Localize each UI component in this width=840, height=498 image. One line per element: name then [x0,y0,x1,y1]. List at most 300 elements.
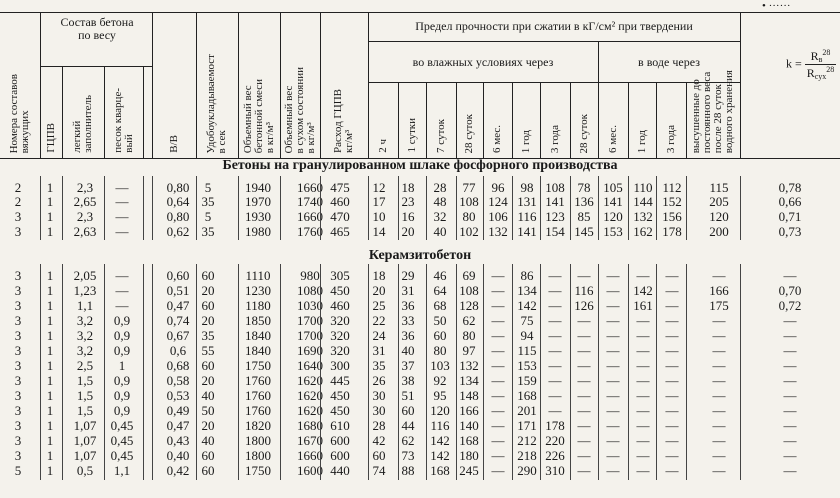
table-cell: 171 [517,418,537,433]
table-cell: — [491,463,505,478]
table-cell: 2,05 [73,268,97,283]
table-cell: 1740 [297,194,323,209]
table-cell: 20 [201,418,215,433]
body-column-rule [628,264,629,480]
table-cell: — [115,194,129,209]
table-cell: 20 [401,224,415,239]
k-fraction [805,48,836,81]
table-cell: 1180 [245,298,271,313]
table-cell: 142 [633,283,653,298]
table-cell: 1620 [297,373,323,388]
table-cell: — [491,268,505,283]
table-cell: 460 [330,194,350,209]
body-column-rule [368,264,369,480]
table-cell: — [712,433,726,448]
table-cell: 62 [462,313,476,328]
table-cell: 33 [401,313,415,328]
table-cell: 2 [14,194,22,209]
k-den-sup: 28 [826,65,835,74]
body-column-rule [656,264,657,480]
table-cell: 460 [330,298,350,313]
table-cell: — [712,448,726,463]
table-cell: 1620 [297,403,323,418]
table-cell: 226 [545,448,565,463]
table-cell: 290 [517,463,537,478]
table-cell: 0,9 [113,388,131,403]
table-cell: — [712,358,726,373]
body-column-rule [512,264,513,480]
table-cell: — [665,448,679,463]
table-cell: 31 [372,343,386,358]
table-cell: 1,07 [73,448,97,463]
table-cell: — [115,268,129,283]
header-cell-sand [104,70,143,157]
table-cell: 20 [201,283,215,298]
table-cell: 30 [372,403,386,418]
table-cell: — [548,358,562,373]
table-cell: — [783,433,797,448]
table-cell: — [783,268,797,283]
column-label-light: легкий заполнитель [71,95,94,153]
table-cell: 148 [459,388,479,403]
table-cell: 3 [14,313,22,328]
table-cell: 116 [574,283,594,298]
table-cell: 20 [201,373,215,388]
table-cell: 98 [520,180,534,195]
body-column-rule [238,176,239,240]
table-cell: 28 [372,418,386,433]
table-cell: 35 [372,358,386,373]
table-cell: 3 [14,328,22,343]
table-cell: 2,63 [73,224,97,239]
table-cell: 106 [488,209,508,224]
body-column-rule [512,176,513,240]
table-cell: 23 [401,194,415,209]
table-cell: 1030 [297,298,323,313]
table-cell: 126 [574,298,594,313]
table-cell: 0,9 [113,313,131,328]
table-cell: — [783,448,797,463]
table-cell: 1760 [297,224,323,239]
table-cell: 75 [520,313,534,328]
k-denominator [805,65,836,81]
table-cell: 29 [401,268,415,283]
table-cell: 141 [545,194,565,209]
table-cell: 0,80 [166,209,190,224]
table-cell: — [636,343,650,358]
table-cell: — [606,298,620,313]
table-cell: 48 [433,194,447,209]
body-column-rule [238,264,239,480]
k-formula [786,48,836,81]
table-cell: — [783,313,797,328]
table-cell: 1 [46,328,54,343]
table-cell: 450 [330,388,350,403]
table-cell: 131 [517,194,537,209]
table-cell: 300 [330,358,350,373]
table-cell: 2 [14,180,22,195]
table-cell: 305 [330,268,350,283]
table-cell: 3 [14,298,22,313]
table-cell: 1750 [245,358,271,373]
table-cell: — [712,268,726,283]
table-cell: 140 [459,418,479,433]
table-cell: 178 [662,224,682,239]
body-column-rule [62,264,63,480]
table-cell: 35 [201,328,215,343]
table-cell: 20 [372,283,386,298]
table-cell: — [115,298,129,313]
table-cell: 0,45 [110,448,134,463]
table-cell: 80 [462,328,476,343]
table-cell: 980 [300,268,320,283]
table-cell: — [577,388,591,403]
table-cell: 134 [517,283,537,298]
table-cell: — [577,448,591,463]
table-cell: 1 [46,373,54,388]
table-cell: 35 [201,224,215,239]
table-cell: 0,40 [166,448,190,463]
table-cell: 37 [401,358,415,373]
table-cell: 1 [46,343,54,358]
k-numerator [805,48,836,65]
body-column-rule [483,264,484,480]
table-cell: 5 [204,180,212,195]
table-cell: 1 [46,268,54,283]
table-cell: 55 [201,343,215,358]
header-cell-vol_mix [238,20,280,157]
table-cell: 86 [520,268,534,283]
body-column-rule [280,176,281,240]
table-cell: — [606,463,620,478]
table-cell: 152 [662,194,682,209]
table-cell: 73 [401,448,415,463]
table-cell: 5 [204,209,212,224]
table-cell: 120 [430,403,450,418]
table-cell: — [636,418,650,433]
table-cell: 132 [488,224,508,239]
table-cell: 1620 [297,388,323,403]
table-cell: 1,5 [76,403,94,418]
table-cell: 1660 [297,180,323,195]
body-column-rule [143,264,144,480]
table-cell: — [577,403,591,418]
table-cell: 116 [430,418,450,433]
table-cell: 108 [459,283,479,298]
table-cell: 1700 [297,313,323,328]
table-cell: — [548,403,562,418]
table-cell: 1,23 [73,283,97,298]
header-cell-wy3 [656,90,686,157]
table-cell: 0,58 [166,373,190,388]
table-cell: 77 [462,180,476,195]
humid-divider [368,82,740,83]
column-label-gcpv_part: ГЦПВ [44,123,57,153]
table-cell: 36 [401,328,415,343]
header-cell-m6 [483,90,512,157]
section-title-phosphorus-slag: Бетоны на гранулированном шлаке фосфорного производства [222,158,618,173]
table-cell: 1,07 [73,433,97,448]
table-cell: 0,6 [169,343,187,358]
table-cell: 0,66 [778,194,802,209]
table-cell: 450 [330,403,350,418]
body-column-rule [426,264,427,480]
table-cell: 201 [517,403,537,418]
table-cell: 10 [372,209,386,224]
table-cell: — [548,268,562,283]
table-cell: 162 [633,224,653,239]
body-column-rule [152,176,153,240]
body-column-rule [598,176,599,240]
table-cell: 110 [633,180,653,195]
table-cell: 74 [372,463,386,478]
table-cell: 0,45 [110,433,134,448]
table-cell: 141 [603,194,623,209]
table-cell: — [577,463,591,478]
table-cell: 26 [372,373,386,388]
table-cell: — [636,268,650,283]
table-cell: 92 [433,373,447,388]
table-cell: — [606,343,620,358]
body-column-rule [398,176,399,240]
table-cell: 1700 [297,328,323,343]
table-cell: 1,1 [76,298,94,313]
table-cell: 1800 [245,448,271,463]
table-cell: 1 [46,209,54,224]
table-cell: 218 [517,448,537,463]
table-cell: — [712,403,726,418]
table-cell: 108 [545,180,565,195]
table-cell: — [606,328,620,343]
table-cell: — [491,403,505,418]
table-cell: — [783,343,797,358]
column-label-wm6: 6 мес. [606,125,619,153]
table-cell: 153 [603,224,623,239]
table-cell: 220 [545,433,565,448]
table-cell: 142 [430,448,450,463]
table-cell: 1 [46,403,54,418]
table-cell: — [606,358,620,373]
table-cell: — [665,373,679,388]
table-cell: — [491,373,505,388]
column-label-y3: 3 года [548,124,561,153]
column-label-d1: 1 сутки [405,118,418,153]
table-cell: — [665,463,679,478]
table-cell: 1690 [297,343,323,358]
table-cell: 25 [372,298,386,313]
table-cell: — [712,373,726,388]
table-cell: 178 [545,418,565,433]
table-cell: 475 [330,180,350,195]
table-cell: — [783,373,797,388]
table-cell: — [665,388,679,403]
table-cell: 0,73 [778,224,802,239]
table-cell: 3,2 [76,328,94,343]
header-cell-y1 [512,90,540,157]
column-label-h2: 2 ч [376,139,389,153]
table-cell: — [783,418,797,433]
table-cell: 108 [459,194,479,209]
body-column-rule [196,176,197,240]
table-cell: 159 [517,373,537,388]
header-top-rule [0,12,840,13]
table-cell: — [665,268,679,283]
table-cell: 60 [372,448,386,463]
table-cell: 0,62 [166,224,190,239]
table-cell: 1110 [245,268,271,283]
table-cell: 3 [14,343,22,358]
header-cell-consumption [320,20,368,157]
table-cell: 3 [14,433,22,448]
table-cell: 0,53 [166,388,190,403]
header-cell-wc [152,20,196,157]
table-cell: — [606,388,620,403]
table-cell: — [491,433,505,448]
body-column-rule [320,176,321,240]
table-cell: — [115,283,129,298]
header-cell-n [0,20,40,157]
table-cell: — [548,298,562,313]
table-cell: 115 [517,343,537,358]
table-cell: 0,9 [113,403,131,418]
table-cell: 0,70 [778,283,802,298]
table-cell: 465 [330,224,350,239]
table-cell: — [577,313,591,328]
table-cell: — [548,373,562,388]
table-cell: 1750 [245,463,271,478]
table-cell: — [548,343,562,358]
column-label-d28: 28 суток [463,113,475,153]
column-label-dried: высушенные до постоянного веса после 28 суток водного хранения [690,69,735,153]
table-cell: 0,45 [110,418,134,433]
table-cell: 2,65 [73,194,97,209]
column-label-sand: песок кварце- вый [111,88,135,153]
table-cell: — [491,343,505,358]
table-cell: 69 [462,268,476,283]
table-cell: 0,47 [166,418,190,433]
table-cell: 85 [577,209,591,224]
table-cell: 310 [545,463,565,478]
table-cell: 0,78 [778,180,802,195]
header-column-rule [740,12,741,158]
table-cell: 180 [459,448,479,463]
table-cell: — [115,180,129,195]
table-cell: 36 [401,298,415,313]
table-cell: — [636,313,650,328]
table-cell: — [636,433,650,448]
table-cell: 1 [118,358,126,373]
table-cell: — [712,313,726,328]
table-cell: — [491,358,505,373]
table-cell: 600 [330,433,350,448]
table-cell: 136 [574,194,594,209]
table-cell: 205 [709,194,729,209]
table-cell: 60 [401,403,415,418]
table-cell: — [548,313,562,328]
table-cell: 1,1 [113,463,131,478]
table-cell: 1 [46,283,54,298]
table-cell: 168 [430,463,450,478]
table-cell: — [548,388,562,403]
table-cell: 105 [603,180,623,195]
column-label-wy3: 3 года [664,124,677,153]
table-cell: 50 [433,313,447,328]
table-cell: 132 [459,358,479,373]
table-cell: 1080 [297,283,323,298]
table-cell: 3 [14,418,22,433]
table-cell: — [577,433,591,448]
table-cell: 112 [662,180,682,195]
table-cell: 35 [201,194,215,209]
header-cell-wm6 [598,90,628,157]
table-cell: 0,64 [166,194,190,209]
table-cell: 154 [545,224,565,239]
column-label-vol_dry: Объемный вес в сухом состоянии в кг/м³ [282,66,317,153]
body-column-rule [740,176,741,240]
body-column-rule [656,176,657,240]
table-cell: 1820 [245,418,271,433]
table-cell: 115 [709,180,729,195]
table-cell: — [636,388,650,403]
body-column-rule [570,264,571,480]
table-cell: 60 [201,298,215,313]
table-cell: 1970 [245,194,271,209]
table-cell: — [115,224,129,239]
table-cell: 1600 [297,463,323,478]
table-cell: — [783,463,797,478]
header-cell-light [62,70,104,157]
header-cell-dried [686,20,740,157]
table-cell: 166 [459,403,479,418]
body-column-rule [196,264,197,480]
table-cell: 1800 [245,433,271,448]
table-cell: 88 [401,463,415,478]
table-cell: — [712,463,726,478]
table-cell: 68 [433,298,447,313]
table-cell: 1840 [245,328,271,343]
humid-title: во влажных условиях через [412,55,554,69]
table-cell: — [491,328,505,343]
table-cell: 40 [201,433,215,448]
table-cell: 94 [520,328,534,343]
table-cell: — [665,403,679,418]
table-cell: 44 [401,418,415,433]
body-column-rule [368,176,369,240]
table-cell: 14 [372,224,386,239]
table-cell: — [577,358,591,373]
table-cell: 0,51 [166,283,190,298]
k-num-symbol: R [810,49,819,63]
table-cell: — [548,283,562,298]
table-cell: 1,5 [76,373,94,388]
table-cell: — [606,373,620,388]
table-cell: 1680 [297,418,323,433]
table-cell: — [115,209,129,224]
table-cell: 161 [633,298,653,313]
table-cell: 24 [372,328,386,343]
table-cell: 60 [201,463,215,478]
table-cell: 1850 [245,313,271,328]
table-cell: 0,80 [166,180,190,195]
table-cell: 1930 [245,209,271,224]
table-cell: 320 [330,313,350,328]
table-cell: 1840 [245,343,271,358]
table-cell: 40 [433,224,447,239]
table-cell: 51 [401,388,415,403]
table-cell: 60 [201,268,215,283]
table-cell: 16 [401,209,415,224]
table-cell: 1660 [297,448,323,463]
